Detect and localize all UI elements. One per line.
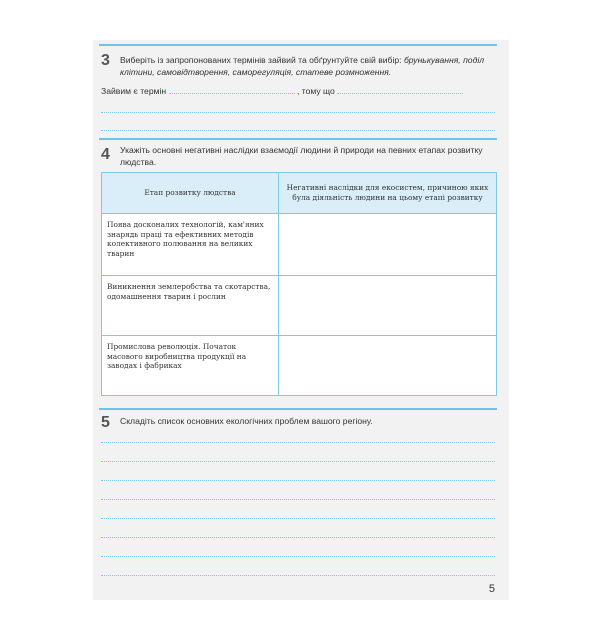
question-text: Виберіть із запропонованих термінів зайвий та обґрунтуйте свій вибір:: [120, 55, 402, 65]
answer-cell[interactable]: [279, 336, 497, 396]
answer-line[interactable]: [101, 461, 495, 462]
answer-line[interactable]: [101, 537, 495, 538]
answer-blank[interactable]: [169, 84, 295, 94]
table-header-row: [102, 173, 497, 214]
task-divider: [99, 44, 497, 46]
answer-cell[interactable]: [279, 276, 497, 336]
table-row: [102, 336, 497, 396]
answer-line[interactable]: [101, 84, 463, 96]
task-number: 5: [101, 414, 110, 431]
task-question: [120, 54, 495, 78]
answer-line[interactable]: [101, 499, 495, 500]
page-number: 5: [488, 583, 495, 595]
answer-line[interactable]: [101, 442, 495, 443]
answer-cell[interactable]: [279, 214, 497, 276]
answer-line[interactable]: [101, 480, 495, 481]
task-number: 4: [101, 146, 110, 163]
answer-line[interactable]: [101, 575, 495, 576]
workbook-page: [93, 40, 509, 600]
question-terms: брунькування, поділ клітини, самовідтворення, саморегуляція, статеве розмноження.: [120, 55, 485, 77]
stage-cell: Виникнення землеробства та скотарства, одомашнення тварин і рослин: [102, 276, 279, 336]
task-question: Укажіть основні негативні наслідки взаємодії людини й природи на певних етапах розвитку людства.: [120, 145, 483, 167]
table-header: Етап розвитку людства: [102, 173, 279, 214]
stage-cell: Промислова революція. Початок масового виробництва продукції на заводах і фабриках: [102, 336, 279, 396]
answer-middle: , тому що: [296, 86, 335, 96]
stage-cell: Поява досконалих технологій, кам'яних знарядь праці та ефективних методів колективного полювання на великих тварин: [102, 214, 279, 276]
task-number: 3: [101, 52, 110, 69]
answer-blank[interactable]: [337, 84, 463, 94]
table-header: Негативні наслідки для екосистем, причиною яких була діяльність людини на цьому етапі розвитку: [279, 173, 497, 214]
answer-prefix: Зайвим є термін: [101, 86, 167, 96]
task-divider: [99, 408, 497, 410]
answer-line[interactable]: [101, 130, 495, 131]
task-divider: [99, 138, 497, 140]
consequences-table: [101, 172, 497, 396]
table-row: [102, 214, 497, 276]
table-row: [102, 276, 497, 336]
answer-line[interactable]: [101, 556, 495, 557]
task-question: Складіть список основних екологічних проблем вашого регіону.: [120, 416, 373, 426]
answer-line[interactable]: [101, 518, 495, 519]
answer-line[interactable]: [101, 112, 495, 113]
